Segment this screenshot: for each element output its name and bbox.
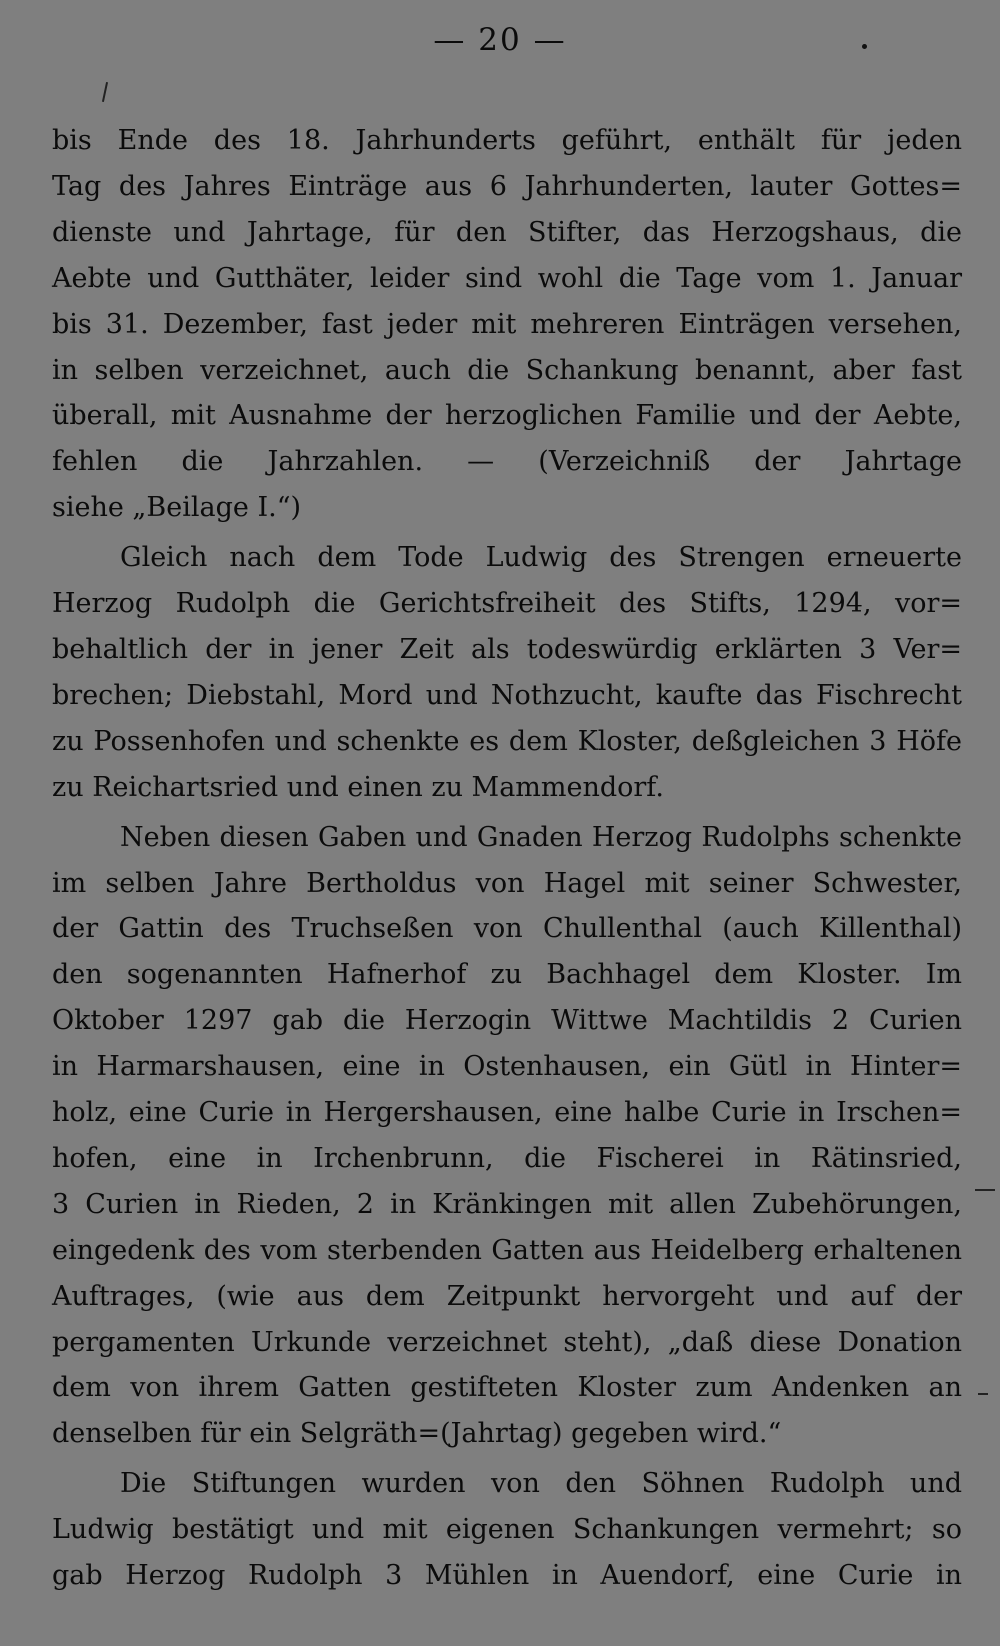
text-line: Neben diesen Gaben und Gnaden Herzog Rudolphs schenkte xyxy=(120,821,962,853)
text-line: dem von ihrem Gatten gestifteten Kloster zum Andenken an xyxy=(52,1372,962,1404)
text-line: eingedenk des vom sterbenden Gatten aus Heidelberg erhaltenen xyxy=(52,1234,962,1266)
text-line: Gleich nach dem Tode Ludwig des Strengen erneuerte xyxy=(120,542,962,574)
text-line: bis 31. Dezember, fast jeder mit mehreren Einträgen versehen, xyxy=(52,308,962,340)
text-line: fehlen die Jahrzahlen. — (Verzeichniß der Jahrtage xyxy=(52,446,962,478)
text-line: gab Herzog Rudolph 3 Mühlen in Auendorf, eine Curie in xyxy=(52,1560,962,1592)
text-line: siehe „Beilage I.“) xyxy=(52,492,302,524)
text-line: der Gattin des Truchseßen von Chullenthal (auch Killenthal) xyxy=(52,913,962,945)
text-line: im selben Jahre Bertholdus von Hagel mit seiner Schwester, xyxy=(52,867,962,899)
text-line: den sogenannten Hafnerhof zu Bachhagel dem Kloster. Im xyxy=(52,959,962,991)
text-line: in selben verzeichnet, auch die Schankung benannt, aber fast xyxy=(52,354,962,386)
text-line: behaltlich der in jener Zeit als todeswürdig erklärten 3 Ver= xyxy=(52,633,962,665)
text-line: Oktober 1297 gab die Herzogin Wittwe Machtildis 2 Curien xyxy=(52,1005,962,1037)
text-line: 3 Curien in Rieden, 2 in Kränkingen mit allen Zubehörungen, xyxy=(52,1188,962,1220)
text-line: Die Stiftungen wurden von den Söhnen Rudolph und xyxy=(120,1468,962,1500)
page-number: — 20 — xyxy=(433,22,567,58)
text-line: denselben für ein Selgräth=(Jahrtag) gegeben wird.“ xyxy=(52,1418,782,1450)
text-line: Auftrages, (wie aus dem Zeitpunkt hervorgeht und auf der xyxy=(52,1280,962,1312)
print-speck xyxy=(862,44,867,49)
text-line: Tag des Jahres Einträge aus 6 Jahrhunderten, lauter Gottes= xyxy=(52,170,962,202)
text-line: dienste und Jahrtage, für den Stifter, das Herzogshaus, die xyxy=(52,216,962,248)
text-line: zu Reichartsried und einen zu Mammendorf. xyxy=(52,771,664,803)
text-line: bis Ende des 18. Jahrhunderts geführt, enthält für jeden xyxy=(52,125,962,156)
margin-mark xyxy=(975,1189,995,1191)
text-line: Aebte und Gutthäter, leider sind wohl die Tage vom 1. Januar xyxy=(52,262,962,294)
text-line: Ludwig bestätigt und mit eigenen Schankungen vermehrt; so xyxy=(52,1514,962,1546)
text-line: zu Possenhofen und schenkte es dem Kloster, deßgleichen 3 Höfe xyxy=(52,725,962,757)
paragraph-3 xyxy=(52,815,962,1458)
text-line: pergamenten Urkunde verzeichnet steht), „daß diese Donation xyxy=(52,1326,962,1358)
margin-mark xyxy=(978,1393,988,1395)
text-line: holz, eine Curie in Hergershausen, eine halbe Curie in Irschen= xyxy=(52,1097,962,1129)
paragraph-4 xyxy=(52,1461,962,1599)
paragraph-2 xyxy=(52,535,962,810)
text-line: brechen; Diebstahl, Mord und Nothzucht, kaufte das Fischrecht xyxy=(52,679,962,711)
page-body xyxy=(52,118,962,1599)
pencil-mark xyxy=(102,82,108,102)
text-line: Herzog Rudolph die Gerichtsfreiheit des Stifts, 1294, vor= xyxy=(52,588,962,620)
text-line: hofen, eine in Irchenbrunn, die Fischerei in Rätinsried, xyxy=(52,1142,962,1174)
text-line: in Harmarshausen, eine in Ostenhausen, ein Gütl in Hinter= xyxy=(52,1051,962,1083)
paragraph-1 xyxy=(52,118,962,531)
text-line: überall, mit Ausnahme der herzoglichen Familie und der Aebte, xyxy=(52,400,962,432)
